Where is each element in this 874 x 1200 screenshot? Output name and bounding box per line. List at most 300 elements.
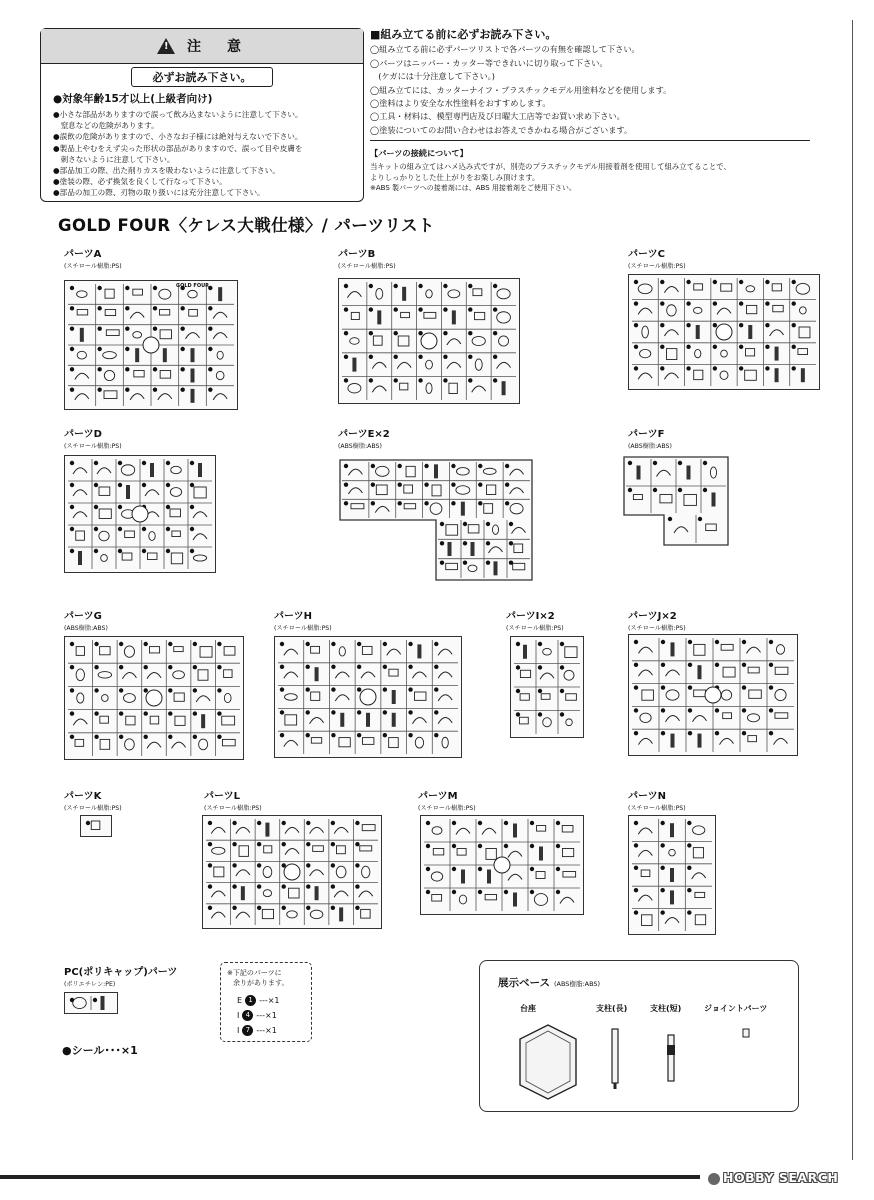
part-label-j — [628, 607, 686, 632]
part-number-marker — [434, 642, 438, 646]
part-number-marker — [703, 461, 707, 465]
part-piece — [212, 847, 225, 854]
part-number-marker — [331, 665, 335, 669]
part-number-marker — [408, 733, 412, 737]
part-number-marker — [394, 307, 398, 311]
part-number-marker — [440, 522, 444, 526]
part-piece — [640, 713, 651, 722]
part-piece — [499, 336, 509, 346]
part-number-marker — [653, 488, 657, 492]
part-number-marker — [193, 642, 197, 646]
part-piece — [125, 531, 135, 537]
part-number-marker — [70, 387, 74, 391]
part-piece — [457, 849, 466, 856]
part-number-marker — [97, 306, 101, 310]
part-number-marker — [190, 483, 194, 487]
part-piece — [310, 827, 324, 833]
part-number-marker — [190, 527, 194, 531]
footer — [0, 1170, 874, 1200]
part-number-marker — [193, 665, 197, 669]
part-piece — [640, 349, 651, 357]
part-number-marker — [168, 688, 172, 692]
part-number-marker — [426, 867, 430, 871]
part-piece — [487, 870, 491, 884]
part-piece — [723, 667, 735, 677]
part-number-marker — [331, 842, 335, 846]
part-number-marker — [713, 301, 717, 305]
part-number-marker — [168, 665, 172, 669]
part-number-marker — [355, 842, 359, 846]
part-label-k — [64, 787, 122, 812]
read-first-item: (ケガには十分注意して下さい。) — [370, 71, 495, 82]
part-number-marker — [331, 863, 335, 867]
part-label-l — [204, 787, 262, 812]
caution-item: ●部品加工の際、出た削りカスを吸わないように注意して下さい。 — [53, 166, 280, 176]
pole-short-grip — [667, 1045, 675, 1055]
part-piece — [263, 890, 271, 897]
part-piece — [376, 288, 383, 299]
part-number-marker — [468, 284, 472, 288]
part-piece — [539, 847, 543, 861]
part-piece — [361, 909, 370, 918]
part-number-marker — [180, 306, 184, 310]
sprue-m — [420, 815, 584, 915]
part-piece — [75, 373, 89, 379]
part-piece — [359, 891, 373, 897]
part-piece — [641, 870, 650, 877]
part-piece — [537, 826, 546, 832]
part-number-marker — [478, 821, 482, 825]
part-piece — [417, 644, 421, 658]
base-hexagon — [520, 1025, 576, 1099]
part-number-marker — [331, 733, 335, 737]
part-piece — [665, 918, 679, 924]
part-piece — [566, 694, 577, 700]
part-number-marker — [97, 367, 101, 371]
part-number-marker — [94, 642, 98, 646]
part-label-m — [418, 787, 476, 812]
part-number-marker — [94, 665, 98, 669]
part-piece — [801, 368, 805, 382]
part-number-marker — [486, 560, 490, 564]
part-number-marker — [493, 355, 497, 359]
read-first-item: ◯組み立てには、カッターナイフ・プラスチックモデル用塗料などを使用します。 — [370, 84, 672, 95]
part-piece — [98, 672, 112, 679]
part-number-marker — [538, 665, 542, 669]
part-number-marker — [344, 331, 348, 335]
sprue-g — [64, 636, 244, 760]
part-name: パーツF — [628, 429, 665, 440]
part-number-marker — [516, 712, 520, 716]
part-number-marker — [443, 355, 447, 359]
part-number-marker — [280, 733, 284, 737]
part-piece — [693, 826, 705, 835]
part-piece — [80, 328, 84, 342]
part-number-marker — [217, 735, 221, 739]
caution-item: ●塗装の際、必ず換気を良くして行なって下さい。 — [53, 177, 227, 187]
part-piece — [263, 866, 272, 877]
sprue-hub — [716, 324, 732, 340]
part-number-marker — [344, 378, 348, 382]
part-piece — [747, 305, 757, 313]
part-number-marker — [742, 685, 746, 689]
part-number-marker — [687, 843, 691, 847]
part-number-marker — [509, 522, 513, 526]
part-piece — [334, 827, 348, 833]
part-number-marker — [560, 665, 564, 669]
part-number-marker — [166, 527, 170, 531]
part-number-marker — [344, 501, 348, 505]
sprue-hub — [284, 864, 300, 880]
part-piece — [638, 895, 652, 901]
part-number-marker — [208, 906, 212, 910]
part-piece — [461, 502, 465, 516]
part-number-marker — [119, 688, 123, 692]
sprue-h — [274, 636, 462, 758]
part-number-marker — [765, 345, 769, 349]
part-number-marker — [306, 710, 310, 714]
part-piece — [387, 649, 401, 655]
part-number-marker — [634, 323, 638, 327]
part-number-marker — [282, 906, 286, 910]
part-number-marker — [505, 501, 509, 505]
part-piece — [222, 716, 235, 725]
extra-title-2: 余りがあります。 — [233, 979, 289, 987]
part-piece — [339, 907, 343, 921]
part-number-marker — [180, 387, 184, 391]
extra-parts-note — [220, 962, 312, 1042]
part-number-marker — [426, 890, 430, 894]
part-number-marker — [668, 517, 672, 521]
part-number-marker — [538, 712, 542, 716]
part-number-marker — [765, 280, 769, 284]
part-number-marker — [208, 326, 212, 330]
part-piece — [671, 642, 675, 656]
part-piece — [104, 370, 114, 380]
part-number-marker — [70, 711, 74, 715]
part-number-marker — [331, 642, 335, 646]
part-piece — [721, 644, 733, 650]
part-piece — [315, 667, 319, 681]
part-piece — [424, 312, 436, 318]
part-number-marker — [190, 461, 194, 465]
part-number-marker — [70, 347, 74, 351]
part-number-marker — [193, 735, 197, 739]
part-number-marker — [369, 378, 373, 382]
sprue-i — [510, 636, 584, 738]
part-piece — [692, 873, 706, 879]
part-piece — [75, 394, 89, 400]
part-number-marker — [769, 640, 773, 644]
part-piece — [642, 915, 652, 926]
part-number-marker — [509, 560, 513, 564]
part-piece — [461, 870, 465, 884]
part-number-marker — [97, 326, 101, 330]
part-piece — [236, 912, 250, 918]
part-piece — [186, 333, 200, 339]
part-number-marker — [208, 347, 212, 351]
part-piece — [194, 487, 206, 498]
warning-icon-symbol: ! — [164, 41, 169, 52]
part-name: パーツK — [64, 791, 102, 802]
part-piece — [432, 895, 442, 902]
part-number-marker — [208, 387, 212, 391]
part-material: (スチロール樹脂:PS) — [274, 625, 332, 632]
part-piece — [442, 737, 448, 748]
part-name: パーツH — [274, 611, 312, 622]
part-number-marker — [193, 711, 197, 715]
part-number-marker — [394, 284, 398, 288]
part-number-marker — [119, 711, 123, 715]
age-notice: ●対象年齢15才以上(上級者向け) — [53, 93, 213, 105]
sprue-hub — [146, 690, 162, 706]
part-number-marker — [660, 821, 664, 825]
part-piece — [402, 287, 406, 301]
part-number-marker — [208, 306, 212, 310]
part-material: (スチロール樹脂:PS) — [628, 263, 686, 270]
part-piece — [799, 327, 810, 338]
part-number-marker — [166, 483, 170, 487]
part-number-marker — [331, 821, 335, 825]
part-piece — [438, 695, 452, 701]
part-number-marker — [739, 280, 743, 284]
part-number-marker — [168, 735, 172, 739]
part-piece — [642, 326, 649, 338]
part-number-marker — [634, 366, 638, 370]
part-number-marker — [715, 708, 719, 712]
read-first-item: ◯パーツはニッパー・カッター等できれいに切り取って下さい。 — [370, 57, 608, 68]
part-piece — [775, 689, 786, 700]
part-number-marker — [742, 663, 746, 667]
part-piece — [666, 670, 680, 676]
part-number-marker — [70, 461, 74, 465]
part-piece — [776, 645, 784, 655]
part-piece — [438, 718, 452, 724]
part-number-marker — [232, 863, 236, 867]
part-number-marker — [765, 323, 769, 327]
read-first-item: ◯塗料はより安全な水性塗料をおすすめします。 — [370, 98, 551, 109]
part-label-f — [628, 425, 672, 450]
part-piece — [147, 742, 161, 748]
part-piece — [798, 349, 808, 355]
part-number-marker — [451, 482, 455, 486]
part-number-marker — [180, 347, 184, 351]
part-piece — [160, 310, 170, 316]
page-edge-rule — [852, 20, 853, 1160]
part-piece — [149, 532, 155, 541]
part-number-marker — [478, 464, 482, 468]
part-piece — [696, 325, 700, 339]
part-piece — [717, 308, 731, 314]
part-piece — [377, 310, 381, 324]
sprue-hub — [132, 506, 148, 522]
part-piece — [159, 289, 171, 299]
part-piece — [412, 718, 426, 724]
part-number-marker — [769, 663, 773, 667]
part-number-marker — [634, 866, 638, 870]
part-number-marker — [634, 843, 638, 847]
part-number-marker — [280, 642, 284, 646]
part-number-marker — [634, 280, 638, 284]
part-number-marker — [306, 842, 310, 846]
part-number-marker — [94, 549, 98, 553]
part-number-marker — [452, 821, 456, 825]
part-piece — [191, 369, 195, 383]
part-piece — [695, 915, 705, 925]
part-piece — [175, 716, 185, 725]
part-number-marker — [661, 663, 665, 667]
part-number-marker — [440, 560, 444, 564]
part-piece — [747, 647, 761, 653]
part-number-marker — [504, 890, 508, 894]
part-number-marker — [661, 640, 665, 644]
part-number-marker — [765, 366, 769, 370]
caution-title: 注 意 — [187, 39, 247, 55]
part-number-marker — [769, 731, 773, 735]
part-number-marker — [257, 884, 261, 888]
part-piece — [348, 383, 361, 393]
part-piece — [565, 647, 577, 658]
caution-box — [40, 28, 364, 202]
part-number-marker — [153, 306, 157, 310]
part-piece — [666, 690, 679, 700]
part-piece — [473, 289, 482, 296]
part-piece — [218, 287, 222, 301]
part-number-marker — [97, 347, 101, 351]
part-number-marker — [383, 687, 387, 691]
part-name: パーツC — [628, 249, 665, 260]
part-piece — [150, 716, 159, 724]
part-piece — [670, 823, 674, 837]
part-number-marker — [118, 483, 122, 487]
part-name: パーツB — [338, 249, 376, 260]
part-piece — [534, 894, 547, 906]
part-number-marker — [493, 307, 497, 311]
part-piece — [105, 289, 114, 298]
part-name: パーツI×2 — [506, 611, 555, 622]
display-base-drawing — [488, 1017, 788, 1107]
part-number-marker — [504, 821, 508, 825]
part-piece — [236, 827, 250, 833]
part-number-marker — [530, 867, 534, 871]
part-piece — [694, 690, 706, 697]
part-number-marker — [153, 326, 157, 330]
extra-qty: ---×1 — [256, 1011, 277, 1020]
part-number-marker — [371, 464, 375, 468]
sprue-hub — [143, 337, 159, 353]
part-number-marker — [306, 665, 310, 669]
part-piece — [694, 370, 703, 379]
part-number-marker — [208, 367, 212, 371]
part-piece — [287, 911, 298, 918]
part-number-marker — [394, 331, 398, 335]
part-number-marker — [383, 642, 387, 646]
part-piece — [339, 647, 345, 656]
joint-part-label: ジョイントパーツ — [704, 1004, 768, 1013]
part-number-marker — [70, 326, 74, 330]
part-number-marker — [94, 505, 98, 509]
part-piece — [334, 891, 348, 897]
part-piece — [667, 305, 677, 316]
part-number-marker — [538, 642, 542, 646]
logo-icon — [708, 1173, 720, 1185]
part-piece — [174, 693, 184, 701]
sprue-a-drawing — [65, 281, 237, 409]
part-label-pc — [64, 963, 177, 988]
part-piece — [720, 738, 734, 744]
part-piece — [543, 718, 552, 727]
part-number-marker — [628, 488, 632, 492]
part-number-marker — [97, 286, 101, 290]
part-piece — [497, 362, 511, 368]
part-piece — [401, 312, 410, 317]
part-number-marker — [306, 642, 310, 646]
part-piece — [438, 649, 452, 655]
part-piece — [560, 897, 574, 903]
part-piece — [121, 465, 134, 476]
part-piece — [103, 352, 117, 359]
part-piece — [285, 715, 297, 725]
part-piece — [693, 848, 703, 858]
part-number-marker — [280, 687, 284, 691]
part-number-marker — [418, 378, 422, 382]
part-piece — [101, 555, 108, 562]
part-piece — [100, 739, 110, 749]
part-name: パーツM — [418, 791, 458, 802]
sprue-a — [64, 280, 238, 410]
part-piece — [264, 846, 272, 853]
part-number-marker — [678, 488, 682, 492]
extra-row — [237, 1008, 307, 1023]
part-piece — [540, 673, 554, 679]
part-piece — [745, 370, 757, 380]
part-piece — [373, 336, 382, 345]
part-piece — [102, 695, 109, 702]
part-label-i — [506, 607, 564, 632]
part-piece — [426, 383, 432, 394]
part-number-marker — [792, 366, 796, 370]
part-piece — [800, 307, 807, 314]
caution-header — [41, 29, 363, 64]
part-piece — [124, 646, 134, 657]
part-piece — [389, 669, 398, 676]
part-piece — [77, 291, 87, 298]
part-number-marker — [478, 501, 482, 505]
part-piece — [196, 696, 210, 702]
part-piece — [101, 996, 105, 1010]
part-piece — [361, 672, 375, 678]
part-piece — [172, 742, 186, 748]
part-number-marker — [426, 844, 430, 848]
part-number-marker — [434, 710, 438, 714]
part-piece — [134, 371, 144, 377]
part-piece — [639, 647, 653, 653]
part-piece — [172, 531, 180, 537]
part-number-marker — [355, 821, 359, 825]
read-first-title: ■組み立てる前に必ずお読み下さい。 — [370, 28, 557, 41]
abs-note: ※ABS 製パーツへの接着剤には、ABS 用接着剤をご使用下さい。 — [370, 183, 576, 192]
part-number-marker — [70, 998, 74, 1002]
footer-bar — [0, 1175, 700, 1179]
display-base-title: 展示ベース — [498, 977, 550, 989]
part-name: パーツL — [204, 791, 240, 802]
part-number-marker — [119, 665, 123, 669]
extra-row — [237, 993, 307, 1008]
part-piece — [362, 866, 370, 878]
part-piece — [360, 846, 372, 851]
part-material: (スチロール樹脂:PS) — [338, 263, 396, 270]
part-number-marker — [142, 549, 146, 553]
